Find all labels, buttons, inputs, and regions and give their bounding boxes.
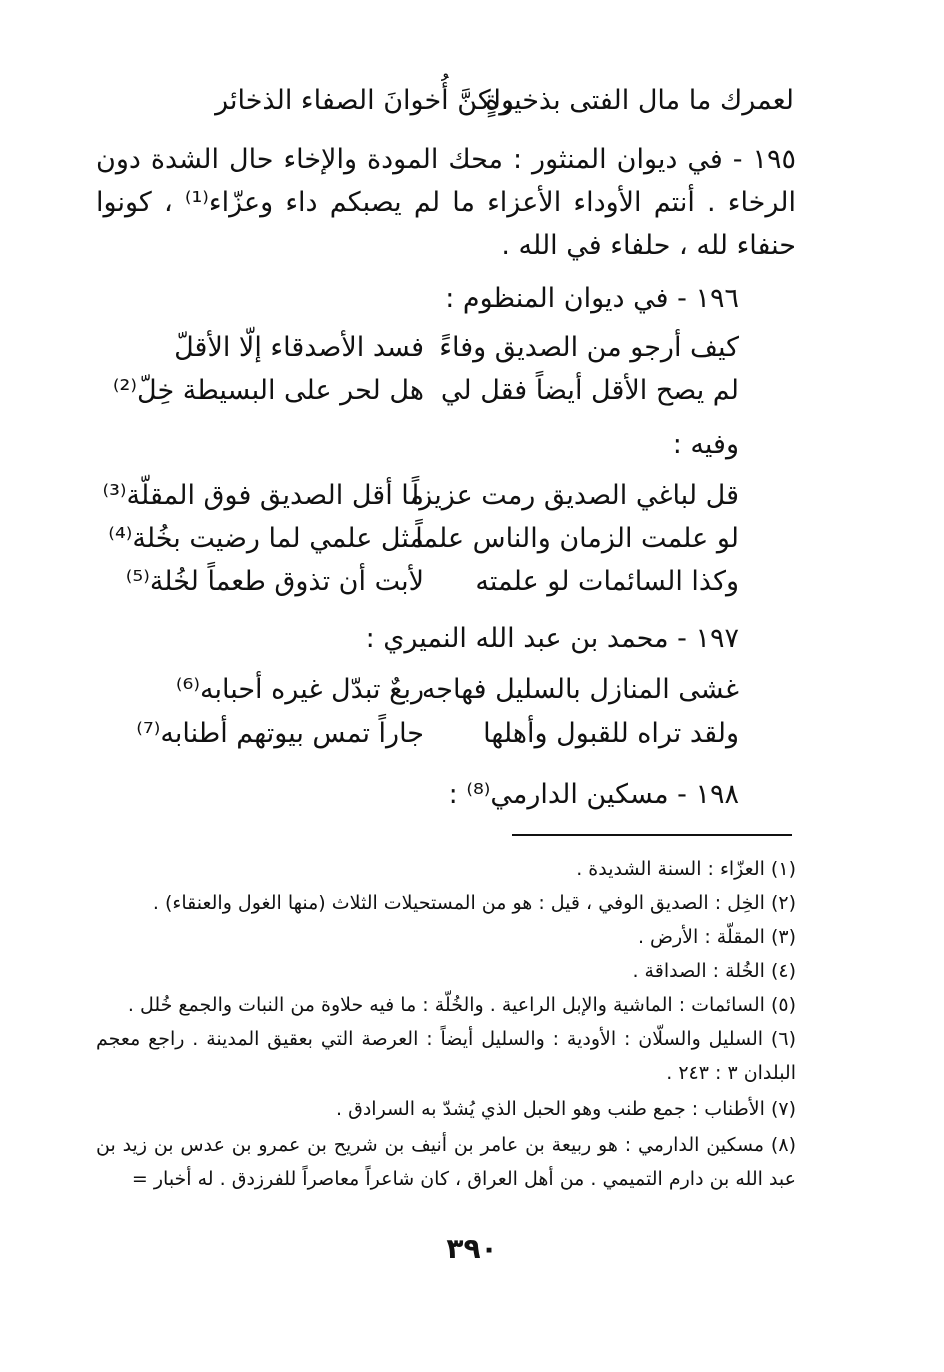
verse-196-4-first: لو علمت الزمان والناس علماً <box>415 523 739 554</box>
verse-196-1-second: فسد الأصدقاء إلّا الأقلّ <box>174 332 424 363</box>
verse-196-5-second: لأبت أن تذوق طعماً لخُلة⁽⁵⁾ <box>125 566 424 597</box>
verse-196-3-second: ما أقل الصديق فوق المقلّة⁽³⁾ <box>102 480 424 511</box>
page-number: ٣٩٠ <box>446 1232 498 1265</box>
verse-196-5-first: وكذا السائمات لو علمته <box>475 566 739 597</box>
verse-196-4-second: مثل علمي لما رضيت بخُلة⁽⁴⁾ <box>108 523 424 554</box>
footnote-1: (١) العزّاء : السنة الشديدة . <box>576 858 796 880</box>
verse-197-2-first: ولقد تراه للقبول وأهلها <box>483 718 739 749</box>
footnote-8: (٨) مسكين الدارمي : هو ربيعة بن عامر بن أنيف بن شريح بن عمرو بن عدس بن زيد بن عبد الله بن دارم التميمي . من أهل العراق ، كان شاعراً معاصراً للفرزدق . له أخبار = <box>96 1134 796 1190</box>
verse-197-1-second: ربعٌ تبدّل غيره أحبابه⁽⁶⁾ <box>175 674 424 705</box>
wafihi-label: وفيه : <box>672 429 739 460</box>
verse-196-1-first: كيف أرجو من الصديق وفاءً <box>439 332 739 363</box>
verse-196-2-first: لم يصح الأقل أيضاً فقل لي <box>440 375 739 406</box>
footnote-2: (٢) الخِل : الصديق الوفي ، قيل : هو من المستحيلات الثلاث (منها الغول والعنقاء) . <box>152 892 796 914</box>
verse-top-second-hemistich: ولكنَّ أُخوانَ الصفاء الذخائر <box>215 85 514 116</box>
verse-196-3-first: قل لباغي الصديق رمت عزيزاً <box>411 480 739 511</box>
verse-197-2-second: جاراً تمس بيوتهم أطنابه⁽⁷⁾ <box>136 718 424 749</box>
footnote-6: (٦) السليل والسلّان : الأودية : والسليل أيضاً : العرصة التي بعقيق المدينة . راجع معجم البلدان ٣ : ٢٤٣ . <box>96 1028 796 1084</box>
entry-198-heading: ١٩٨ - مسكين الدارمي⁽⁸⁾ : <box>448 779 739 810</box>
footnote-3: (٣) المقلّة : الأرض . <box>637 926 796 948</box>
verse-196-2-second: هل لحر على البسيطة خِلّ⁽²⁾ <box>112 375 424 406</box>
entry-195-text: ١٩٥ - في ديوان المنثور : محك المودة والإخاء حال الشدة دون الرخاء . أنتم الأوداء الأعزاء ما لم يصبكم داء وعزّاء⁽¹⁾ ، كونوا حنفاء لله ، حلفاء في الله . <box>96 144 796 261</box>
entry-197-heading: ١٩٧ - محمد بن عبد الله النميري : <box>365 623 739 654</box>
footnote-divider <box>512 834 792 836</box>
entry-196-heading: ١٩٦ - في ديوان المنظوم : <box>445 283 739 314</box>
verse-top-first-hemistich: لعمرك ما مال الفتى بذخيرةٍ <box>485 85 794 116</box>
footnote-7: (٧) الأطناب : جمع طنب وهو الحبل الذي يُشدّ به السرادق . <box>336 1098 796 1120</box>
footnote-5: (٥) السائمات : الماشية والإبل الراعية . والخُلّة : ما فيه حلاوة من النبات والجمع خُلل . <box>127 994 796 1016</box>
footnote-4: (٤) الخُلة : الصداقة . <box>632 960 796 982</box>
verse-197-1-first: غشى المنازل بالسليل فهاجه <box>421 674 739 705</box>
